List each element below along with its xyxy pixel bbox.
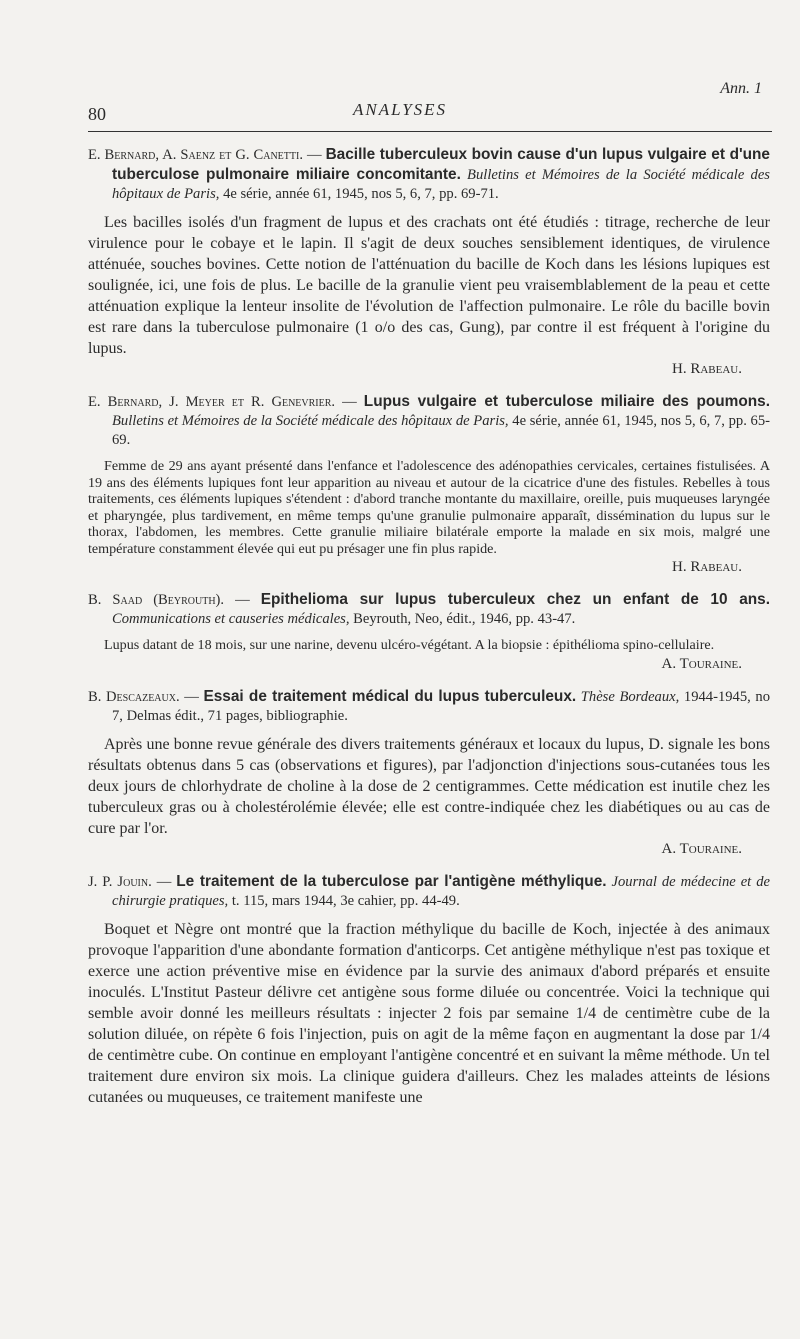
entry-title: Epithelioma sur lupus tuberculeux chez un enfant de 10 ans. (260, 591, 770, 608)
entry-body: Lupus datant de 18 mois, sur une narine, devenu ulcéro-végétant. A la biopsie : épithélioma spino-cellulaire. (104, 637, 715, 653)
entry-source: Bulletins et Mémoires de la Société médicale des hôpitaux de Paris, (112, 413, 509, 429)
entry-dash: — (235, 592, 250, 608)
entry-details: 4e série, année 61, 1945, nos 5, 6, 7, pp. 69-71. (223, 186, 499, 202)
page-content (88, 145, 770, 1122)
entry-title: Bacille tuberculeux bovin cause d'un lupus vulgaire et d'une tuberculose pulmonaire miliaire concomitante. (112, 146, 770, 183)
review-entry-4 (88, 687, 770, 858)
entry-dash: — (184, 688, 199, 705)
page-number: 80 (88, 104, 106, 124)
entry-details: Beyrouth, Neo, édit., 1946, pp. 43-47. (353, 611, 576, 627)
entry-heading (88, 392, 770, 450)
entry-signature: A. Touraine. (661, 840, 742, 857)
entry-dash: — (156, 873, 172, 890)
entry-title: Lupus vulgaire et tuberculose miliaire des poumons. (363, 393, 770, 410)
entry-details: 4e série, année 61, 1945, nos 5, 6, 7, pp. 65-69. (112, 413, 770, 448)
entry-details: 1944-1945, no 7, Delmas édit., 71 pages, bibliographie. (112, 688, 770, 724)
header-rule (88, 131, 772, 132)
entry-body: Boquet et Nègre ont montré que la fraction méthylique du bacille de Koch, injectée à des animaux provoque l'apparition d'une abondante formation d'anticorps. Cet antigène méthylique n'est pas toxique et exerce une action préventive mise en évidence par la survie des animaux d'abord préparés et ensuite inoculés. L'Institut Pasteur délivre cet antigène sous forme diluée ou concentrée. Voici la technique qui semble avoir donné les meilleurs résultats : injecter 2 fois par semaine 1/4 de centimètre cube de la solution diluée, on répète 6 fois l'injection, puis on agit de la même façon en augmentant la dose par 1/4 de centimètre cube. On continue en employant l'antigène concentré et en suivant la même méthode. Un tel traitement dure environ six mois. La clinique guidera d'ailleurs. Chez les malades atteints de lésions cutanées ou muqueuses, ce traitement manifeste une (88, 920, 770, 1106)
entry-authors: J. P. Jouin. (88, 873, 152, 890)
entry-body: Les bacilles isolés d'un fragment de lupus et des crachats ont été étudiés : titrage, recherche de leur virulence pour le cobaye et le lapin. Il s'agit de deux souches sensiblement identiques, de virulence atténuée, souches bovines. Cette notion de l'atténuation du bacille de Koch dans les lésions lupiques est soulignée, ici, une fois de plus. Le bacille de la granulie vient peu vraisemblablement de la peau et cette atténuation explique la lenteur insolite de l'évolution de l'affection pulmonaire. Le rôle du bacille bovin est rare dans la tuberculose pulmonaire (1 o/o des cas, Gung), par contre il est fréquent à l'origine du lupus. (88, 214, 770, 357)
entry-details: t. 115, mars 1944, 3e cahier, pp. 44-49. (231, 892, 460, 909)
review-entry-2 (88, 392, 770, 576)
entry-heading (88, 590, 770, 629)
entry-heading (88, 145, 770, 204)
review-entry-5 (88, 872, 770, 1108)
entry-source: Communications et causeries médicales, (112, 611, 350, 627)
entry-source: Journal de médecine et de chirurgie pratiques, (112, 873, 770, 909)
entry-title: Essai de traitement médical du lupus tuberculeux. (203, 687, 577, 705)
entry-authors: B. Descazeaux. (88, 688, 180, 705)
entry-source: Bulletins et Mémoires de la Société médicale des hôpitaux de Paris, (112, 167, 770, 202)
entry-heading (88, 872, 770, 911)
entry-heading (88, 687, 770, 726)
entry-title: Le traitement de la tuberculose par l'antigène méthylique. (176, 872, 607, 890)
entry-dash: — (342, 394, 357, 410)
entry-signature: H. Rabeau. (672, 361, 742, 377)
entry-body: Après une bonne revue générale des divers traitements généraux et locaux du lupus, D. signale les bons résultats obtenus dans 5 cas (observations et figures), par l'adjonction d'injections sous-cutanées tous les deux jours de chlorhydrate de choline à la dose de 2 centigrammes. Cette médication est inutile chez les tuberculeux gras ou à cholestérolémie élevée; elle est contre-indiquée chez les diabétiques ou au cas de cure par l'or. (88, 735, 770, 837)
running-title: ANALYSES (352, 100, 448, 119)
entry-authors: E. Bernard, J. Meyer et R. Genevrier. (88, 394, 336, 410)
entry-authors: E. Bernard, A. Saenz et G. Canetti. (88, 147, 303, 163)
entry-authors: B. Saad (Beyrouth). (88, 592, 225, 608)
entry-signature: A. Touraine. (661, 655, 742, 672)
review-entry-1 (88, 145, 770, 378)
entry-body: Femme de 29 ans ayant présenté dans l'enfance et l'adolescence des adénopathies cervicales, certaines fistulisées. A 19 ans des éléments lupiques font leur apparition au niveau et autour de la cicatrice d'une des fistules. Rebelles à tous traitements, ces éléments lupiques s'étendent : d'abord tranche montante du maxillaire, oreille, puis muqueuses laryngée et pharyngée, plus tardivement, en même temps qu'une granulie pulmonaire apparaît, dissémination du lupus sur le thorax, l'abdomen, les membres. Cette granulie miliaire bilatérale emporte la malade en six mois, malgré une température constamment élevée qui eut pu présager une fin plus rapide. (88, 458, 770, 557)
entry-signature: H. Rabeau. (672, 559, 742, 575)
review-entry-3 (88, 590, 770, 673)
entry-dash: — (306, 147, 322, 163)
corner-label: Ann. 1 (720, 80, 762, 97)
entry-source: Thèse Bordeaux, (580, 688, 680, 705)
